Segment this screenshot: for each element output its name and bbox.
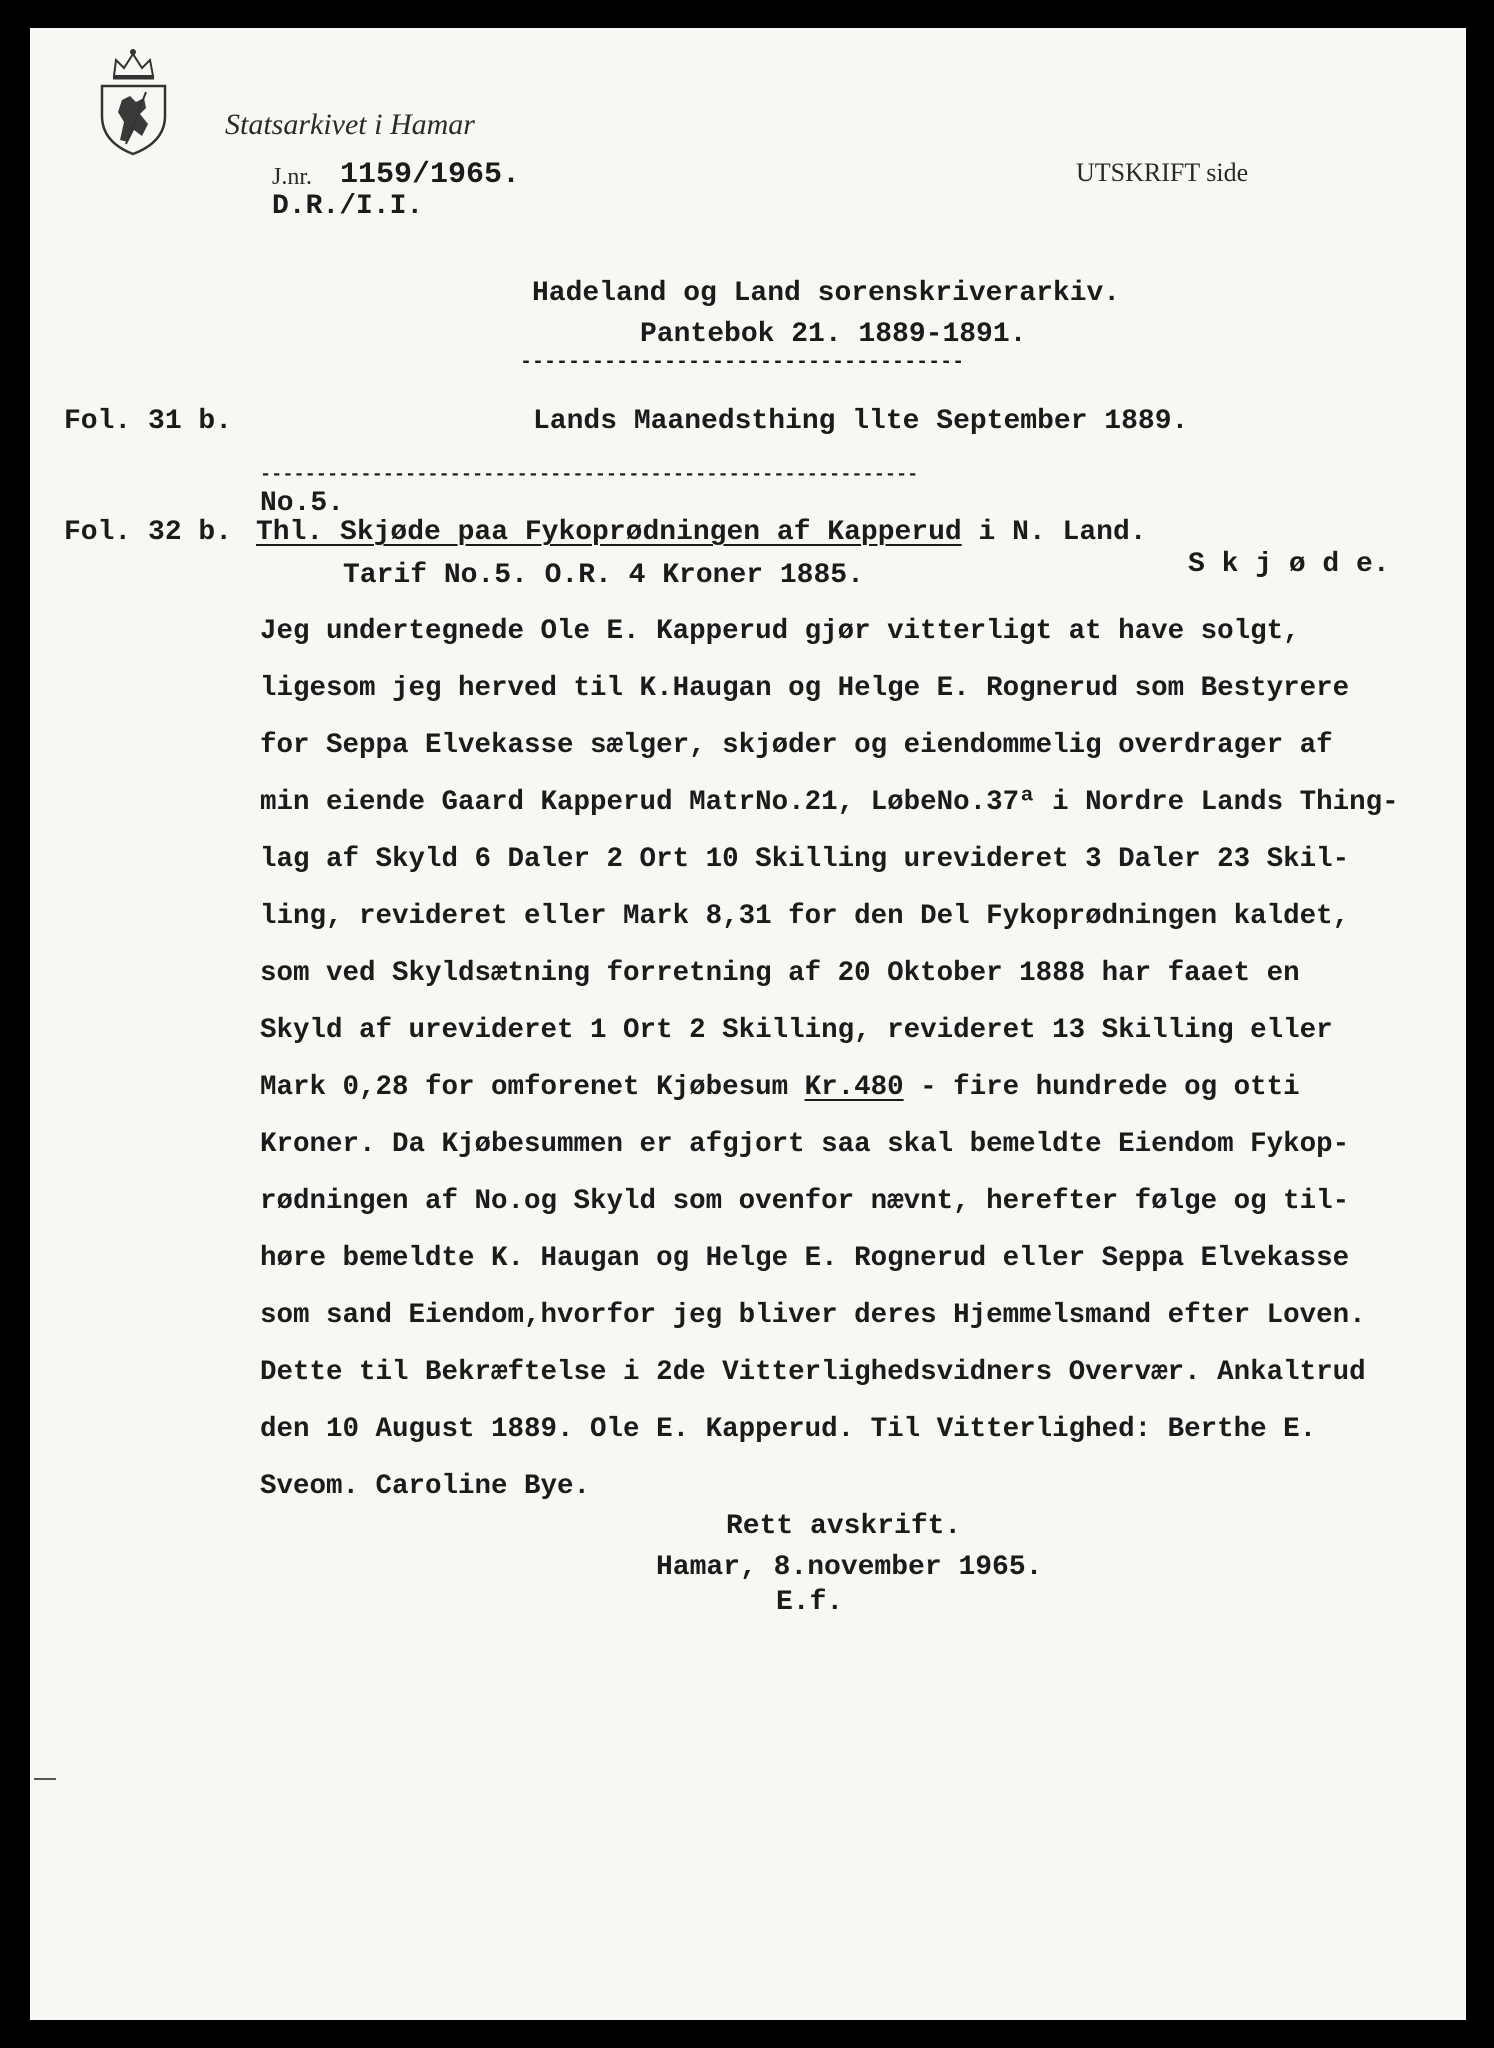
volume-title: Pantebok 21. 1889-1891. [640,319,1027,350]
journal-number-label: J.nr. [272,164,313,190]
reference-code: D.R./I.I. [272,191,424,222]
body-line-16: Sveom. Caroline Bye. [260,1471,591,1502]
body-line-5: lag af Skyld 6 Daler 2 Ort 10 Skilling urevideret 3 Daler 23 Skil- [260,844,1350,875]
purchase-amount: Kr.480 [804,1072,904,1103]
deed-title-underlined: Thl. Skjøde paa Fykoprødningen af Kapperud [256,517,962,548]
place-date: Hamar, 8.november 1965. [656,1552,1043,1583]
body-line-9 [260,1071,1300,1105]
body-line-10: Kroner. Da Kjøbesummen er afgjort saa skal bemeldte Eiendom Fykop- [260,1129,1350,1160]
body-line-12: høre bemeldte K. Haugan og Helge E. Rognerud eller Seppa Elvekasse [260,1243,1350,1274]
certified-copy: Rett avskrift. [726,1511,962,1542]
body-line-2: ligesom jeg herved til K.Haugan og Helge E. Rognerud som Bestyrere [260,673,1350,704]
body-line-4: min eiende Gaard Kapperud MatrNo.21, LøbeNo.37ª i Nordre Lands Thing- [260,787,1399,818]
body-line-14: Dette til Bekræftelse i 2de Vitterlighedsvidners Overvær. Ankaltrud [260,1357,1366,1388]
tariff-line: Tarif No.5. O.R. 4 Kroner 1885. [343,560,864,591]
norwegian-coat-of-arms-icon [96,46,171,156]
body-line-9-end: - fire hundrede og otti [903,1072,1300,1103]
journal-number-value: 1159/1965. [340,158,521,192]
court-sitting: Lands Maanedsthing llte September 1889. [533,406,1189,437]
section-rule: ----------------------------------------------------------- [260,464,919,485]
folio-31: Fol. 31 b. [64,406,233,437]
archive-title: Hadeland og Land sorenskriverarkiv. [532,278,1121,309]
archive-name: Statsarkivet i Hamar [225,108,475,141]
folio-32: Fol. 32 b. [64,517,233,548]
entry-number: No.5. [260,488,345,519]
deed-title-rest: i N. Land. [961,517,1147,548]
body-line-11: rødningen af No.og Skyld som ovenfor nævnt, herefter følge og til- [260,1186,1350,1217]
body-line-9-start: Mark 0,28 for omforenet Kjøbesum [260,1072,805,1103]
deed-title [256,516,1147,550]
body-line-13: som sand Eiendom,hvorfor jeg bliver deres Hjemmelsmand efter Loven. [260,1300,1366,1331]
body-line-15: den 10 August 1889. Ole E. Kapperud. Til Vitterlighed: Berthe E. [260,1414,1317,1445]
utskrift-label: UTSKRIFT side [1076,158,1249,187]
body-line-8: Skyld af urevideret 1 Ort 2 Skilling, revideret 13 Skilling eller [260,1015,1333,1046]
body-line-3: for Seppa Elvekasse sælger, skjøder og eiendommelig overdrager af [260,730,1333,761]
initials: E.f. [776,1587,844,1618]
body-line-1: Jeg undertegnede Ole E. Kapperud gjør vitterligt at have solgt, [260,616,1300,647]
body-line-6: ling, revideret eller Mark 8,31 for den Del Fykoprødningen kaldet, [260,901,1350,932]
margin-note: S k j ø d e. [1188,549,1390,580]
body-line-7: som ved Skyldsætning forretning af 20 Oktober 1888 har faaet en [260,958,1300,989]
title-rule: ------------------------------------- [520,351,965,374]
margin-tick-mark [34,1778,56,1780]
